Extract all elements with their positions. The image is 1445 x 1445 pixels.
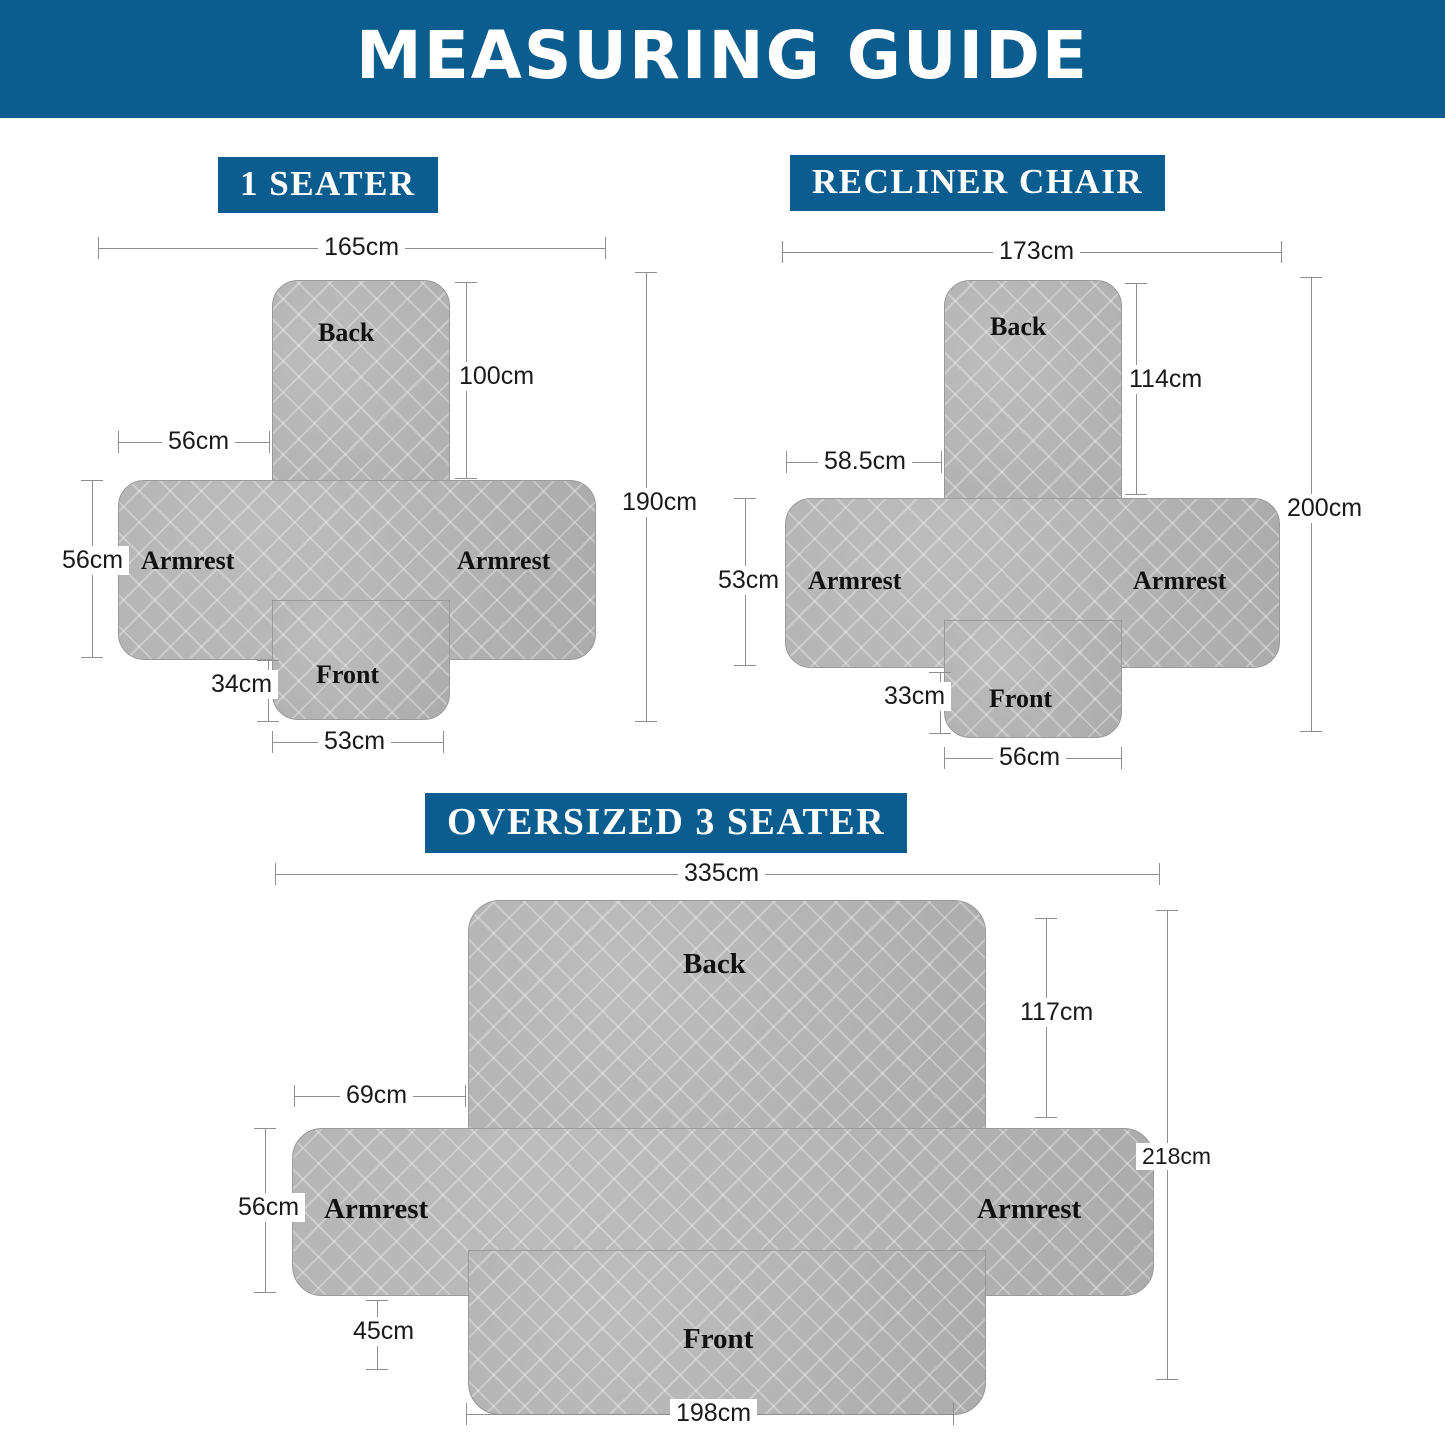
dimlabel-top-width-oversized: 335cm [678, 859, 765, 888]
dimcap [786, 451, 787, 473]
dimlabel-front-width-recliner: 56cm [993, 743, 1066, 772]
dimcap [294, 1085, 295, 1107]
dimlabel-front-offset-1-seater: 34cm [205, 670, 278, 699]
pad-back-oversized [468, 900, 986, 1160]
dimcap [98, 237, 99, 259]
dimcap [1156, 910, 1178, 911]
dimcap [1159, 863, 1160, 885]
dimcap [1121, 747, 1122, 769]
dimlabel-total-height-recliner: 200cm [1281, 494, 1368, 523]
dimcap [782, 241, 783, 263]
dimcap [929, 733, 951, 734]
dimcap [734, 665, 756, 666]
dimcap [1281, 241, 1282, 263]
section-title-oversized-3-seater: OVERSIZED 3 SEATER [425, 793, 907, 853]
dimcap [929, 672, 951, 673]
dimlabel-front-offset-oversized: 45cm [347, 1317, 420, 1346]
label-armrest-right-recliner: Armrest [1133, 566, 1227, 595]
dimcap [465, 1085, 466, 1107]
dimlabel-total-height-1-seater: 190cm [616, 488, 703, 517]
dimcap [254, 1128, 276, 1129]
dimcap [1300, 731, 1322, 732]
dimcap [1156, 1379, 1178, 1380]
dimlabel-armrest-height-oversized: 56cm [232, 1193, 305, 1222]
dimlabel-front-width-1-seater: 53cm [318, 727, 391, 756]
page-header [0, 0, 1445, 112]
label-front-1-seater: Front [316, 660, 380, 689]
dimlabel-front-offset-recliner: 33cm [878, 682, 951, 711]
label-armrest-right-1-seater: Armrest [457, 546, 551, 575]
dimlabel-top-width-recliner: 173cm [993, 237, 1080, 266]
dimcap [455, 478, 477, 479]
dimcap [254, 1292, 276, 1293]
dimcap [1300, 277, 1322, 278]
dimcap [605, 237, 606, 259]
label-armrest-left-recliner: Armrest [808, 566, 902, 595]
pad-front-recliner [944, 620, 1122, 738]
dimcap [257, 721, 279, 722]
label-back-recliner: Back [990, 312, 1047, 341]
dimlabel-front-width-oversized: 198cm [670, 1399, 757, 1428]
dimcap [1035, 1117, 1057, 1118]
section-title-1-seater: 1 SEATER [218, 157, 438, 213]
dimlabel-back-offset-recliner: 58.5cm [818, 447, 912, 476]
dimcap [944, 747, 945, 769]
dimlabel-armrest-height-1-seater: 56cm [56, 546, 129, 575]
dimcap [272, 731, 273, 753]
page-title: MEASURING GUIDE [356, 17, 1089, 94]
dimlabel-total-height-oversized: 218cm [1136, 1143, 1217, 1170]
dimlabel-back-height-1-seater: 100cm [453, 362, 540, 391]
dimcap [635, 721, 657, 722]
dimlabel-armrest-height-recliner: 53cm [712, 566, 785, 595]
label-front-recliner: Front [989, 684, 1053, 713]
dimcap [81, 657, 103, 658]
label-armrest-left-1-seater: Armrest [141, 546, 235, 575]
dimcap [443, 731, 444, 753]
label-front-oversized: Front [683, 1323, 754, 1355]
dimcap [455, 282, 477, 283]
header-divider [0, 112, 1445, 118]
dimcap [466, 1403, 467, 1425]
label-armrest-left-oversized: Armrest [324, 1193, 429, 1225]
dimcap [118, 431, 119, 453]
dimcap [941, 451, 942, 473]
dimlabel-back-height-recliner: 114cm [1123, 365, 1208, 394]
dimcap [257, 660, 279, 661]
dimcap [366, 1300, 388, 1301]
label-armrest-right-oversized: Armrest [977, 1193, 1082, 1225]
dimcap [1035, 918, 1057, 919]
dimcap [1125, 494, 1147, 495]
label-back-1-seater: Back [318, 318, 375, 347]
dimcap [269, 431, 270, 453]
dimlabel-top-width-1-seater: 165cm [318, 233, 405, 262]
dimlabel-back-height-oversized: 117cm [1014, 998, 1099, 1027]
dimcap [81, 480, 103, 481]
dimcap [734, 498, 756, 499]
section-title-recliner-chair: RECLINER CHAIR [790, 155, 1165, 211]
dimcap [953, 1403, 954, 1425]
dimlabel-back-offset-1-seater: 56cm [162, 427, 235, 456]
dimlabel-back-offset-oversized: 69cm [340, 1081, 413, 1110]
dimcap [366, 1369, 388, 1370]
dimcap [635, 272, 657, 273]
dimcap [1125, 283, 1147, 284]
dimcap [275, 863, 276, 885]
label-back-oversized: Back [683, 948, 746, 980]
